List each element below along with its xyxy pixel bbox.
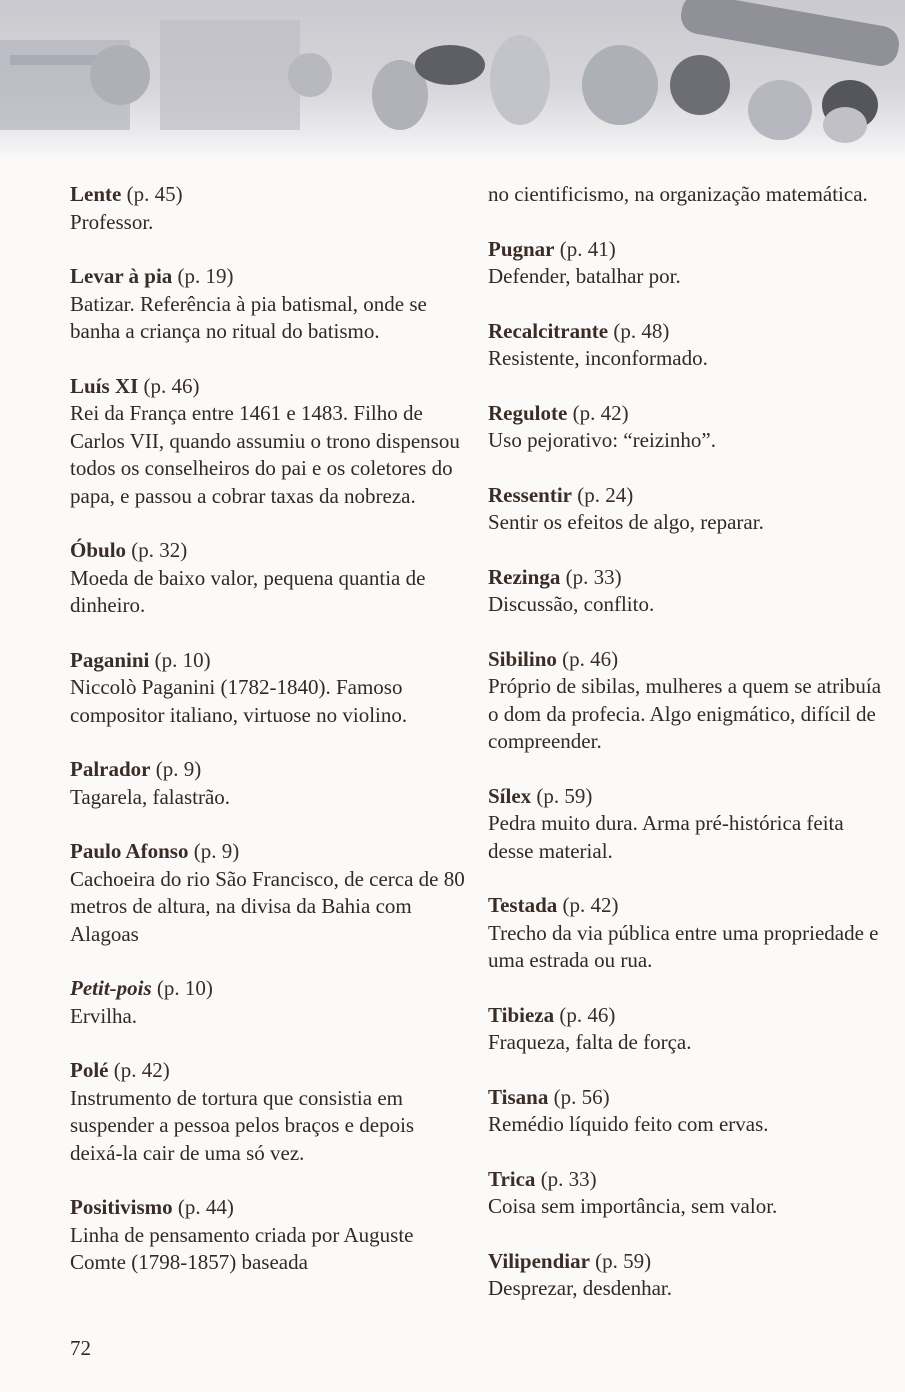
term: Levar à pia bbox=[70, 264, 173, 288]
term: Trica bbox=[488, 1166, 536, 1191]
definition: Defender, batalhar por. bbox=[488, 264, 681, 288]
term: Testada bbox=[488, 893, 558, 917]
glossary-entry-lente bbox=[70, 181, 470, 236]
glossary-entry-silex bbox=[488, 783, 888, 866]
term: Tibieza bbox=[488, 1002, 555, 1027]
definition: Desprezar, desdenhar. bbox=[488, 1276, 672, 1300]
page-ref: (p. 46) bbox=[559, 1002, 616, 1027]
definition: Rei da França entre 1461 e 1483. Filho de Carlos VII, quando assumiu o trono dispensou todos os conselheiros do pai e os coletores do papa, e passou a cobrar taxas da nobreza. bbox=[70, 401, 460, 508]
definition: Próprio de sibilas, mulheres a quem se atribuía o dom da profecia. Algo enigmático, difícil de compreender. bbox=[488, 674, 882, 753]
page-ref: (p. 45) bbox=[126, 182, 183, 206]
page-ref: (p. 24) bbox=[577, 482, 634, 507]
glossary-entry-trica bbox=[488, 1166, 888, 1221]
glossary-entry-regulote bbox=[488, 400, 888, 455]
caricature-illustration bbox=[0, 0, 905, 160]
glossary-entry-pole bbox=[70, 1057, 470, 1167]
term: Positivismo bbox=[70, 1195, 173, 1219]
definition: Resistente, inconformado. bbox=[488, 346, 708, 370]
page-ref: (p. 46) bbox=[143, 373, 200, 398]
page-ref: (p. 59) bbox=[595, 1248, 652, 1273]
definition: Instrumento de tortura que consistia em suspender a pessoa pelos braços e depois deixá-la cair de uma só vez. bbox=[70, 1085, 415, 1165]
definition: Coisa sem importância, sem valor. bbox=[488, 1194, 778, 1218]
definition: Fraqueza, falta de força. bbox=[488, 1030, 692, 1054]
glossary-entry-levar-a-pia bbox=[70, 263, 470, 346]
term: Sílex bbox=[488, 783, 532, 808]
page-ref: (p. 9) bbox=[155, 757, 202, 781]
page-ref: (p. 42) bbox=[113, 1058, 170, 1082]
glossary-entry-rezinga bbox=[488, 564, 888, 619]
term: Sibilino bbox=[488, 646, 557, 671]
page-ref: (p. 44) bbox=[177, 1195, 234, 1219]
term: Paganini bbox=[70, 647, 150, 672]
term: Recalcitrante bbox=[488, 318, 609, 343]
page-ref: (p. 19) bbox=[177, 264, 234, 288]
definition: Pedra muito dura. Arma pré-histórica feita desse material. bbox=[488, 811, 844, 863]
definition: Moeda de baixo valor, pequena quantia de dinheiro. bbox=[70, 565, 426, 617]
definition: Remédio líquido feito com ervas. bbox=[488, 1112, 769, 1136]
glossary-left-column bbox=[70, 181, 470, 1304]
definition: Linha de pensamento criada por Auguste Comte (1798-1857) baseada bbox=[70, 1222, 414, 1274]
glossary-entry-vilipendiar bbox=[488, 1248, 888, 1303]
glossary-entry-petit-pois bbox=[70, 975, 470, 1030]
header-illustration bbox=[0, 0, 905, 160]
glossary-entry-recalcitrante bbox=[488, 318, 888, 373]
page-ref: (p. 59) bbox=[536, 783, 593, 808]
definition: Professor. bbox=[70, 209, 154, 234]
page-ref: (p. 42) bbox=[572, 400, 629, 425]
glossary-right-column bbox=[488, 181, 888, 1330]
glossary-entry-tibieza bbox=[488, 1002, 888, 1057]
definition: Niccolò Paganini (1782-1840). Famoso compositor italiano, virtuose no violino. bbox=[70, 675, 408, 727]
term: Rezinga bbox=[488, 564, 561, 589]
term: Óbulo bbox=[70, 538, 127, 562]
page-ref: (p. 10) bbox=[156, 976, 213, 1000]
page-ref: (p. 42) bbox=[562, 893, 619, 917]
page-ref: (p. 10) bbox=[154, 647, 211, 672]
term: Ressentir bbox=[488, 482, 572, 507]
page-ref: (p. 9) bbox=[193, 839, 240, 863]
definition: Cachoeira do rio São Francisco, de cerca de 80 metros de altura, na divisa da Bahia com Alagoas bbox=[70, 866, 465, 946]
page-ref: (p. 48) bbox=[613, 318, 670, 343]
page-ref: (p. 33) bbox=[565, 564, 622, 589]
term: Luís XI bbox=[70, 373, 139, 398]
glossary-entry-ressentir bbox=[488, 482, 888, 537]
glossary-entry-obulo bbox=[70, 537, 470, 620]
term: Lente bbox=[70, 182, 122, 206]
page-ref: (p. 46) bbox=[562, 646, 619, 671]
glossary-entry-paganini bbox=[70, 647, 470, 730]
page-number: 72 bbox=[70, 1336, 91, 1360]
definition: Batizar. Referência à pia batismal, onde se banha a criança no ritual do batismo. bbox=[70, 291, 427, 343]
term: Regulote bbox=[488, 400, 568, 425]
glossary-entry-positivismo bbox=[70, 1194, 470, 1277]
definition: Trecho da via pública entre uma propriedade e uma estrada ou rua. bbox=[488, 920, 879, 972]
term: Petit-pois bbox=[70, 976, 152, 1000]
glossary-entry-tisana bbox=[488, 1084, 888, 1139]
term: Palrador bbox=[70, 757, 151, 781]
page-ref: (p. 32) bbox=[131, 538, 188, 562]
term: Paulo Afonso bbox=[70, 839, 189, 863]
glossary-entry-testada bbox=[488, 892, 888, 975]
page-ref: (p. 41) bbox=[559, 236, 616, 261]
definition-continuation: no cientificismo, na organização matemática. bbox=[488, 182, 868, 206]
term: Tisana bbox=[488, 1084, 549, 1109]
page-ref: (p. 33) bbox=[540, 1166, 597, 1191]
term: Pugnar bbox=[488, 236, 555, 261]
glossary-entry-luis-xi bbox=[70, 373, 470, 511]
page-ref: (p. 56) bbox=[553, 1084, 610, 1109]
definition: Sentir os efeitos de algo, reparar. bbox=[488, 510, 764, 534]
glossary-entry-palrador bbox=[70, 756, 470, 811]
term: Polé bbox=[70, 1058, 109, 1082]
definition: Ervilha. bbox=[70, 1003, 138, 1028]
definition: Tagarela, falastrão. bbox=[70, 784, 231, 809]
term: Vilipendiar bbox=[488, 1248, 590, 1273]
glossary-entry-paulo-afonso bbox=[70, 838, 470, 948]
definition: Discussão, conflito. bbox=[488, 592, 655, 616]
glossary-entry-pugnar bbox=[488, 236, 888, 291]
definition: Uso pejorativo: “reizinho”. bbox=[488, 428, 717, 452]
glossary-entry-sibilino bbox=[488, 646, 888, 756]
